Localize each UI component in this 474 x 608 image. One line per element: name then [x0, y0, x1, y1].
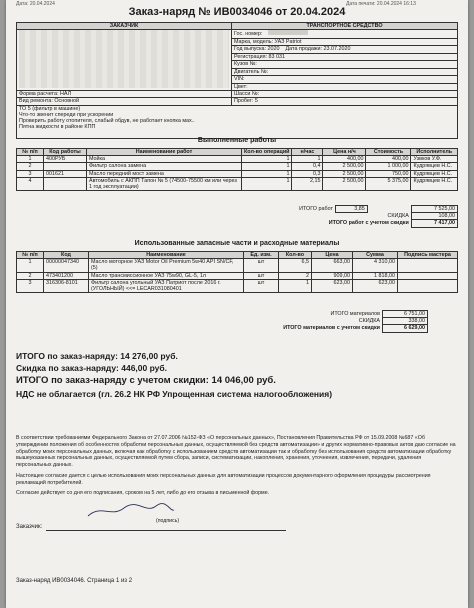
vehicle-engine: Двигатель №:	[232, 68, 458, 75]
print-date: Дата печати: 20.04.2024 16:13	[346, 1, 416, 7]
consent-p3: Согласие действует со дня его подписания, сроком на 5 лет, либо до его отзыва в письменной форме.	[16, 490, 270, 497]
customer-vehicle-table	[16, 22, 458, 139]
customer-heading: ЗАКАЗЧИК	[17, 23, 232, 30]
table-row: 4 Автомобиль с АКПП Тапон № 5 (74500-75500 км или через 1 год эксплуатации) 1 2,15 2 500,00 5 375,00 Кудрявцев Н.С.	[17, 177, 458, 190]
parts-title: Использованные запасные части и расходные материалы	[134, 240, 340, 247]
parts-table: № п/п Код Наименование Ед. изм. Кол-во Цена Сумма Подпись мастера 1 00000047340 Масло моторное УАЗ Motor Oil Premium 5w40 API SN/CF, (5) шт 6,5 663,00 4 310,00 2 473401200 Масло трансмиссионное УАЗ 75w90, GL-5, 1л шт 2 909,00 1 818,00 3 316306-8101 Фильтр салона угольный УАЗ Патриот после 2016 г. (УГОЛЬНЫЙ) <<= LECAR031080401 шт 1 623,00 623,00	[16, 251, 458, 293]
vehicle-color: Цвет:	[232, 83, 458, 91]
vehicle-heading: ТРАНСПОРТНОЕ СРЕДСТВО	[232, 23, 458, 30]
table-row: 2 Фильтр салона замена 1 0,4 2 500,00 1 000,00 Кудрявцев Н.С.	[17, 163, 458, 170]
payment-form: Форма расчета: НАЛ	[17, 91, 232, 98]
vehicle-shassi: Шасси №:	[232, 91, 458, 98]
summary-total: ИТОГО по заказ-наряду: 14 276,00 руб.	[16, 351, 178, 361]
summary-discount: Скидка по заказ-наряду: 446,00 руб.	[16, 363, 168, 373]
redacted-plate	[268, 30, 308, 35]
customer-cell	[17, 30, 232, 91]
page-footer: Заказ-наряд ИВ0034046. Страница 1 из 2	[16, 578, 133, 584]
parts-totals: ИТОГО материалов 6 751,00 СКИДКА 338,00 ИТОГО материалов с учетом скидки 6 629,00	[218, 310, 458, 333]
consent-text	[16, 435, 456, 501]
summary-vat: НДС не облагается (гл. 26.2 НК РФ Упрощенная система налогообложения)	[16, 389, 333, 399]
consent-p1: В соответствии требованиями Федерального Закона от 27.07.2006 №152-ФЗ «О персональных данных», Постановления Правительства РФ от 15.09.2008 №687 «Об утверждении положения об особенностях обработки персональных данных, осуществляемой без средств автоматизации» и других нормативно-правовых актов даю согласие на обработку моих персональных данных, включая как обработку с использованием средств автоматизации так и обработку без использования средств автоматизации обработку вышеуказанных персональных данных, осуществляемой путем сбора, записи, систематизации, накопления, хранения, уточнения, извлечения, передачи, удаления персональных данных.	[16, 435, 456, 469]
repair-type: Вид ремонта: Основной	[17, 98, 232, 105]
works-table: № п/п Код работы Наименование работ Кол-во операций н/час Цена н/ч Стоимость Исполнитель 1 400РУБ Мойка 1 1 400,00 400,00 Узвков У.Ф. 2 Фильтр салона замена 1 0,4 2 500,00 1 000,00 Кудрявцев Н.С. 3 001621 Масло передний мост замена 1 0,3 2 500,00 750,00 Кудрявцев Н.С. 4 Автомобиль с АКПП Тапон № 5 (74500-75500 км или через 1 год эксплуатации) 1 2,15 2 500,00 5 375,00 Кудрявцев Н.С.	[16, 148, 458, 191]
vehicle-brand: Марка, модель: УАЗ Patriot	[232, 38, 458, 45]
works-title: Выполненные работы	[197, 137, 277, 144]
table-row: 2 473401200 Масло трансмиссионное УАЗ 75w90, GL-5, 1л шт 2 909,00 1 818,00	[17, 272, 458, 279]
signature-hint: (подпись)	[156, 518, 180, 524]
vehicle-year: Год выпуска: 2020 Дата продажи: 23.07.2020	[232, 46, 458, 53]
table-row: 3 316306-8101 Фильтр салона угольный УАЗ Патриот после 2016 г. (УГОЛЬНЫЙ) <<= LECAR031080401 шт 1 623,00 623,00	[17, 279, 458, 292]
signature-line	[46, 530, 286, 531]
top-fragment: Дата: 20.04.2024	[16, 1, 55, 7]
document-sheet	[6, 0, 468, 608]
vehicle-body: Кузов №:	[232, 61, 458, 68]
signature-label: Заказчик:	[16, 524, 43, 530]
order-title: Заказ-наряд № ИВ0034046 от 20.04.2024	[128, 6, 346, 18]
customer-reasons: ТО 5 (фильтр в машине) Что-то звенит спереди при ускорении Проверить работу отопителя, слабый обдув, не работает кнопка мах.. Пятна жидкости в районе КПП	[17, 105, 458, 138]
table-row: 3 001621 Масло передний мост замена 1 0,3 2 500,00 750,00 Кудрявцев Н.С.	[17, 170, 458, 177]
vehicle-vin: VIN:	[232, 76, 458, 83]
signature-scribble	[86, 500, 176, 520]
table-row: 1 00000047340 Масло моторное УАЗ Motor Oil Premium 5w40 API SN/CF, (5) шт 6,5 663,00 4 310,00	[17, 259, 458, 272]
table-row: 1 400РУБ Мойка 1 1 400,00 400,00 Узвков У.Ф.	[17, 156, 458, 163]
redacted-customer-info	[19, 30, 229, 88]
mileage: Пробег: 5	[232, 98, 458, 105]
summary-total-discount: ИТОГО по заказ-наряду с учетом скидки: 14 046,00 руб.	[16, 375, 276, 386]
vehicle-reg: Регистрация: 83 031	[232, 53, 458, 60]
works-totals: ИТОГО работ 3,85 7 525,00 СКИДКА 108,00 ИТОГО работ с учетом скидки 7 417,00	[218, 205, 458, 228]
consent-p2: Настоящее согласие дается с целью использования моих персональных данных для автоматизации процессов документарного оформления процедуры рассмотрения рекламаций потребителей.	[16, 472, 431, 486]
vehicle-plate: Гос. номер:	[232, 30, 458, 39]
